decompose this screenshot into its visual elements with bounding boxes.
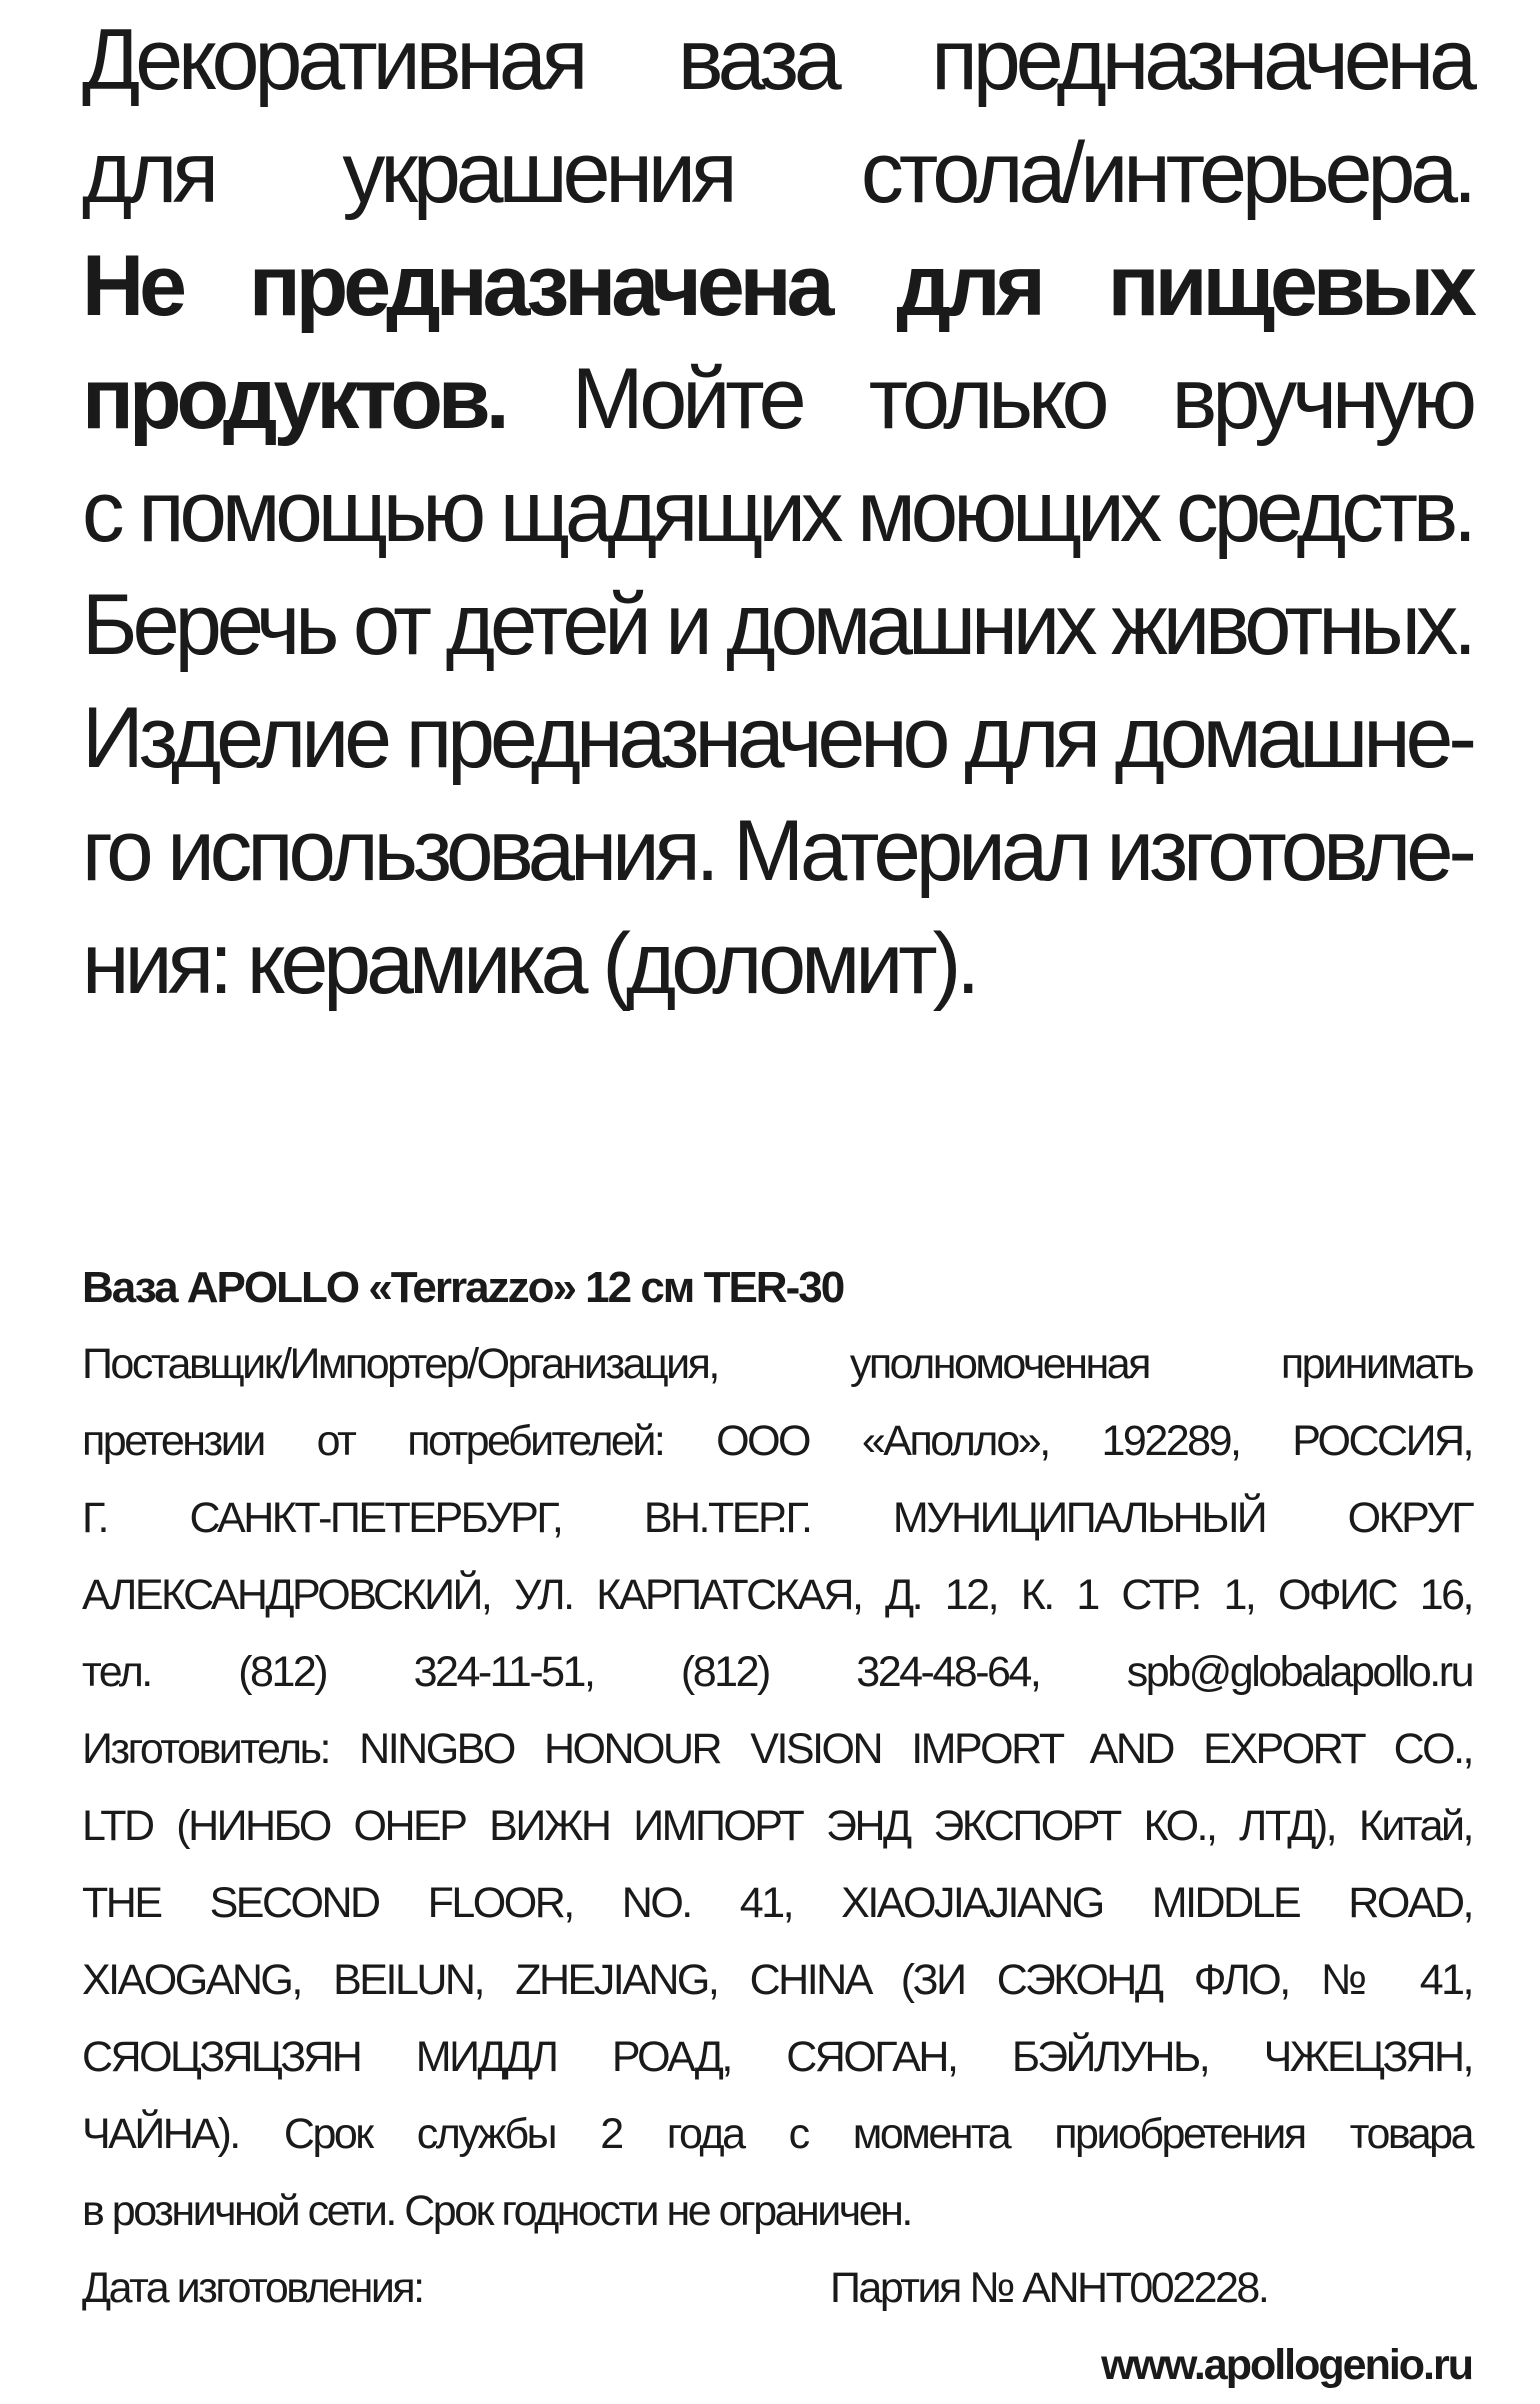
- description-text: ния: керамика (доломит).: [82, 916, 976, 1012]
- description-line: [82, 4, 1472, 117]
- batch-number: Партия № ANHT002228.: [830, 2264, 1268, 2312]
- manufacture-date-label: Дата изготовления:: [82, 2264, 423, 2312]
- description-warning-text: Не предназначена для пищевых: [82, 238, 1472, 334]
- info-line: Поставщик/Импортер/Организация, уполномоченная принимать: [82, 1340, 1472, 1388]
- description-line: [82, 682, 1472, 795]
- description-text: Мойте только вручную: [504, 351, 1472, 447]
- info-line: в розничной сети. Срок годности не ограничен.: [82, 2187, 911, 2235]
- info-line: THE SECOND FLOOR, NO. 41, XIAOJIAJIANG MIDDLE ROAD,: [82, 1879, 1472, 1927]
- description-line: [82, 456, 1472, 569]
- description-text: Декоративная ваза предназначена: [82, 12, 1472, 108]
- info-line: Изготовитель: NINGBO HONOUR VISION IMPORT AND EXPORT CO.,: [82, 1725, 1472, 1773]
- product-info-block: [82, 1250, 1472, 2404]
- info-line: претензии от потребителей: ООО «Аполло», 192289, РОССИЯ,: [82, 1417, 1472, 1465]
- info-line: СЯОЦЗЯЦЗЯН МИДДЛ РОАД, СЯОГАН, БЭЙЛУНЬ, ЧЖЕЦЗЯН,: [82, 2033, 1472, 2081]
- description-line: [82, 230, 1472, 343]
- description-text: го использования. Материал изготовле-: [82, 803, 1472, 899]
- info-line: тел. (812) 324-11-51, (812) 324-48-64, spb@globalapollo.ru: [82, 1648, 1472, 1696]
- manufacture-meta-row: [82, 2250, 1472, 2327]
- website-url: www.apollogenio.ru: [1101, 2341, 1472, 2389]
- info-line: АЛЕКСАНДРОВСКИЙ, УЛ. КАРПАТСКАЯ, Д. 12, К. 1 СТР. 1, ОФИС 16,: [82, 1571, 1472, 1619]
- description-text: для украшения стола/интерьера.: [82, 125, 1472, 221]
- usage-description: [82, 4, 1472, 1021]
- description-text: Изделие предназначено для домашне-: [82, 690, 1472, 786]
- description-line: [82, 908, 1472, 1021]
- info-line: XIAOGANG, BEILUN, ZHEJIANG, CHINA (ЗИ СЭКОНД ФЛО, № 41,: [82, 1956, 1472, 2004]
- description-line: [82, 343, 1472, 456]
- description-line: [82, 569, 1472, 682]
- description-line: [82, 795, 1472, 908]
- info-line: ЧАЙНА). Срок службы 2 года с момента приобретения товара: [82, 2110, 1472, 2158]
- description-line: [82, 117, 1472, 230]
- description-warning-text: продуктов.: [82, 351, 505, 447]
- product-title: Ваза APOLLO «Terrazzo» 12 см TER-30: [82, 1263, 844, 1312]
- description-text: с помощью щадящих моющих средств.: [82, 464, 1472, 560]
- product-label-page: [82, 0, 1472, 2400]
- description-text: Беречь от детей и домашних животных.: [82, 577, 1472, 673]
- info-line: LTD (НИНБО ОНЕР ВИЖН ИМПОРТ ЭНД ЭКСПОРТ КО., ЛТД), Китай,: [82, 1802, 1472, 1850]
- info-line: Г. САНКТ-ПЕТЕРБУРГ, ВН.ТЕР.Г. МУНИЦИПАЛЬНЫЙ ОКРУГ: [82, 1494, 1472, 1542]
